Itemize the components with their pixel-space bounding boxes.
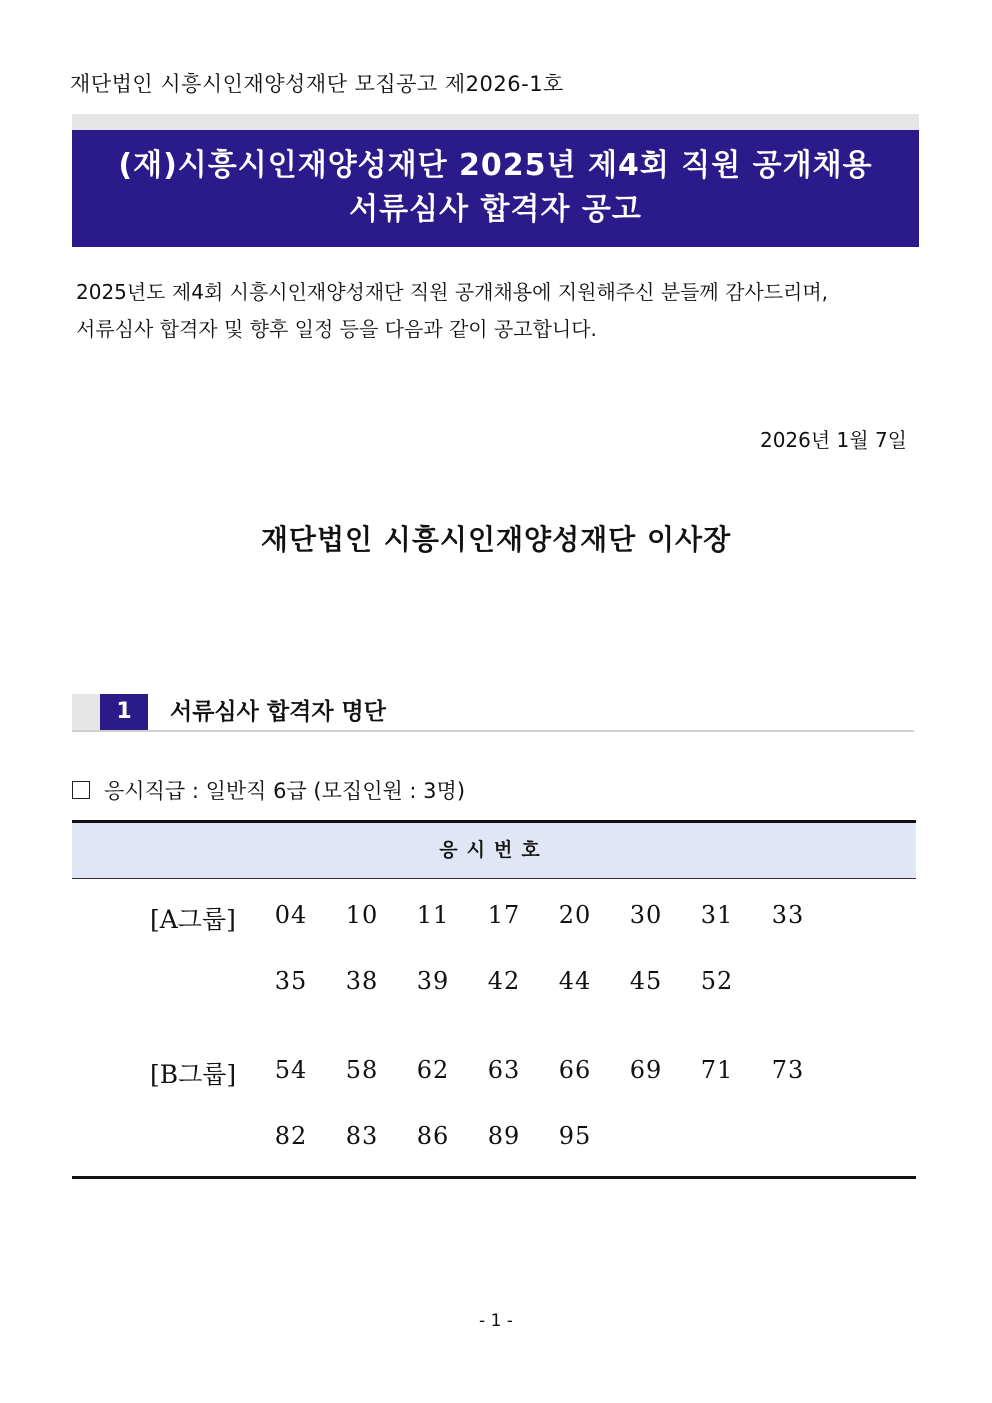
applicant-number: 38 — [345, 967, 379, 995]
intro-line-2: 서류심사 합격자 및 향후 일정 등을 다음과 같이 공고합니다. — [76, 317, 597, 341]
applicant-number: 69 — [629, 1056, 663, 1084]
announcement-date: 2026년 1월 7일 — [759, 428, 907, 452]
applicant-number: 45 — [629, 967, 663, 995]
position-text: 응시직급 : 일반직 6급 (모집인원 : 3명) — [104, 779, 466, 803]
group-label: [A그룹] — [150, 905, 236, 934]
applicant-number: 17 — [487, 901, 521, 929]
title-top-strip — [72, 114, 919, 130]
applicant-number: 33 — [771, 901, 805, 929]
applicant-number: 83 — [345, 1122, 379, 1150]
applicant-number: 62 — [416, 1056, 450, 1084]
page-number: - 1 - — [479, 1311, 513, 1331]
applicant-number: 31 — [700, 901, 734, 929]
applicant-number: 54 — [274, 1056, 308, 1084]
section-rule — [72, 730, 914, 732]
applicant-number: 63 — [487, 1056, 521, 1084]
title-line-1: (재)시흥시인재양성재단 2025년 제4회 직원 공개채용 — [118, 148, 873, 183]
applicant-number: 82 — [274, 1122, 308, 1150]
applicant-number: 58 — [345, 1056, 379, 1084]
group-label: [B그룹] — [150, 1060, 237, 1089]
section-stripe — [72, 694, 100, 730]
applicant-number: 42 — [487, 967, 521, 995]
applicant-number: 95 — [558, 1122, 592, 1150]
applicant-number: 52 — [700, 967, 734, 995]
table-header: 응시번호 — [72, 823, 916, 878]
table-header-rule — [72, 878, 916, 879]
applicant-number: 10 — [345, 901, 379, 929]
intro-paragraph — [76, 274, 916, 348]
issuer: 재단법인 시흥시인재양성재단 이사장 — [260, 523, 732, 556]
table-bottom-border — [72, 1176, 916, 1179]
applicant-number: 30 — [629, 901, 663, 929]
applicant-number: 66 — [558, 1056, 592, 1084]
applicant-number: 89 — [487, 1122, 521, 1150]
applicant-number: 73 — [771, 1056, 805, 1084]
section-heading — [72, 694, 914, 730]
applicant-number: 39 — [416, 967, 450, 995]
applicant-number: 11 — [416, 901, 450, 929]
checkbox-square-icon — [72, 781, 90, 799]
applicant-number: 04 — [274, 901, 308, 929]
title-box — [72, 130, 919, 247]
applicant-number: 35 — [274, 967, 308, 995]
applicant-number: 44 — [558, 967, 592, 995]
applicant-number: 20 — [558, 901, 592, 929]
title-line-2: 서류심사 합격자 공고 — [349, 192, 642, 227]
notice-number: 재단법인 시흥시인재양성재단 모집공고 제2026-1호 — [70, 72, 564, 96]
applicant-number: 71 — [700, 1056, 734, 1084]
applicant-number: 86 — [416, 1122, 450, 1150]
section-title: 서류심사 합격자 명단 — [170, 699, 386, 725]
section-number: 1 — [100, 694, 148, 730]
position-line — [72, 775, 465, 805]
intro-line-1: 2025년도 제4회 시흥시인재양성재단 직원 공개채용에 지원해주신 분들께 감사드리며, — [76, 280, 829, 304]
